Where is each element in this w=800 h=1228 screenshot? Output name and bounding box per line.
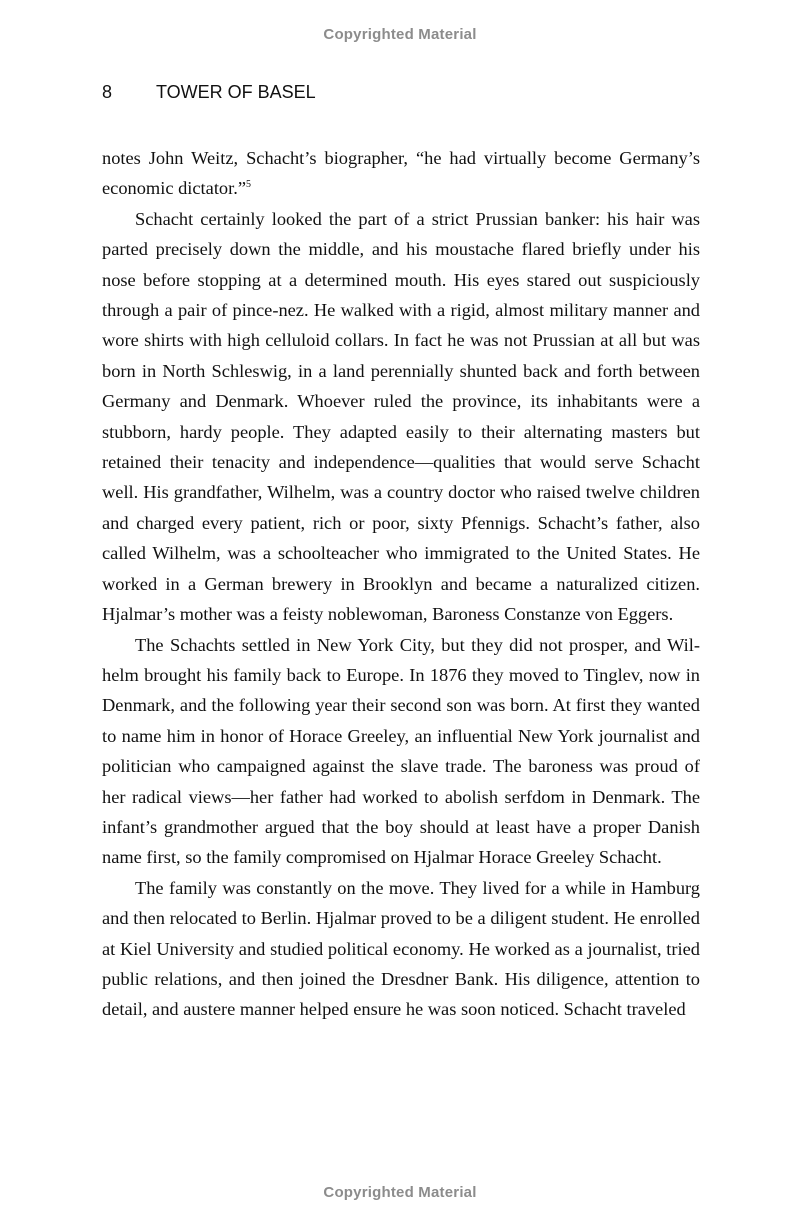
paragraph-1-text: notes John Weitz, Schacht’s biographer, “he had virtually become Germany’s economic dictator.”	[102, 148, 700, 199]
footnote-reference: 5	[246, 179, 251, 191]
paragraph-3: The Schachts settled in New York City, but they did not prosper, and Wilhelm brought his family back to Europe. In 1876 they moved to Tinglev, now in Denmark, and the following year their second son was born. At first they wanted to name him in honor of Horace Greeley, an influential New York journalist and politician who campaigned against the slave trade. The baroness was proud of her radical views—her father had worked to abolish serfdom in Denmark. The infant’s grandmother argued that the boy should at least have a proper Danish name first, so the family compromised on Hjalmar Horace Greeley Schacht.	[102, 634, 700, 868]
paragraph-1	[102, 143, 700, 204]
running-header	[102, 82, 316, 103]
paragraph-4: The family was constantly on the move. They lived for a while in Hamburg and then relocated to Berlin. Hjalmar proved to be a diligent student. He enrolled at Kiel University and studied political economy. He worked as a journalist, tried public relations, and then joined the Dresdner Bank. His diligence, attention to detail, and austere manner helped ensure he was soon noticed. Schacht traveled	[102, 877, 700, 1020]
copyright-watermark-bottom: Copyrighted Material	[323, 1184, 477, 1201]
paragraph-2: Schacht certainly looked the part of a strict Prussian banker: his hair was parted precisely down the middle, and his moustache flared briefly under his nose before stopping at a determined mouth. His eyes stared out suspiciously through a pair of pince-nez. He walked with a rigid, almost military manner and wore shirts with high celluloid collars. In fact he was not Prussian at all but was born in North Schleswig, in a land perennially shunted back and forth between Germany and Denmark. Whoever ruled the province, its inhabitants were a stubborn, hardy people. They adapted easily to their alternating masters but retained their tenacity and independence—qualities that would serve Schacht well. His grandfather, Wilhelm, was a country doctor who raised twelve children and charged every patient, rich or poor, sixty Pfennigs. Schacht’s father, also called Wilhelm, was a schoolteacher who immigrated to the United States. He worked in a German brewery in Brooklyn and became a naturalized citizen. Hjalmar’s mother was a feisty noblewoman, Baroness Constanze von Eggers.	[102, 208, 700, 625]
copyright-watermark-top: Copyrighted Material	[323, 26, 477, 43]
page-number: 8	[102, 82, 113, 102]
running-title: TOWER OF BASEL	[156, 82, 316, 102]
body-text	[102, 143, 700, 1025]
